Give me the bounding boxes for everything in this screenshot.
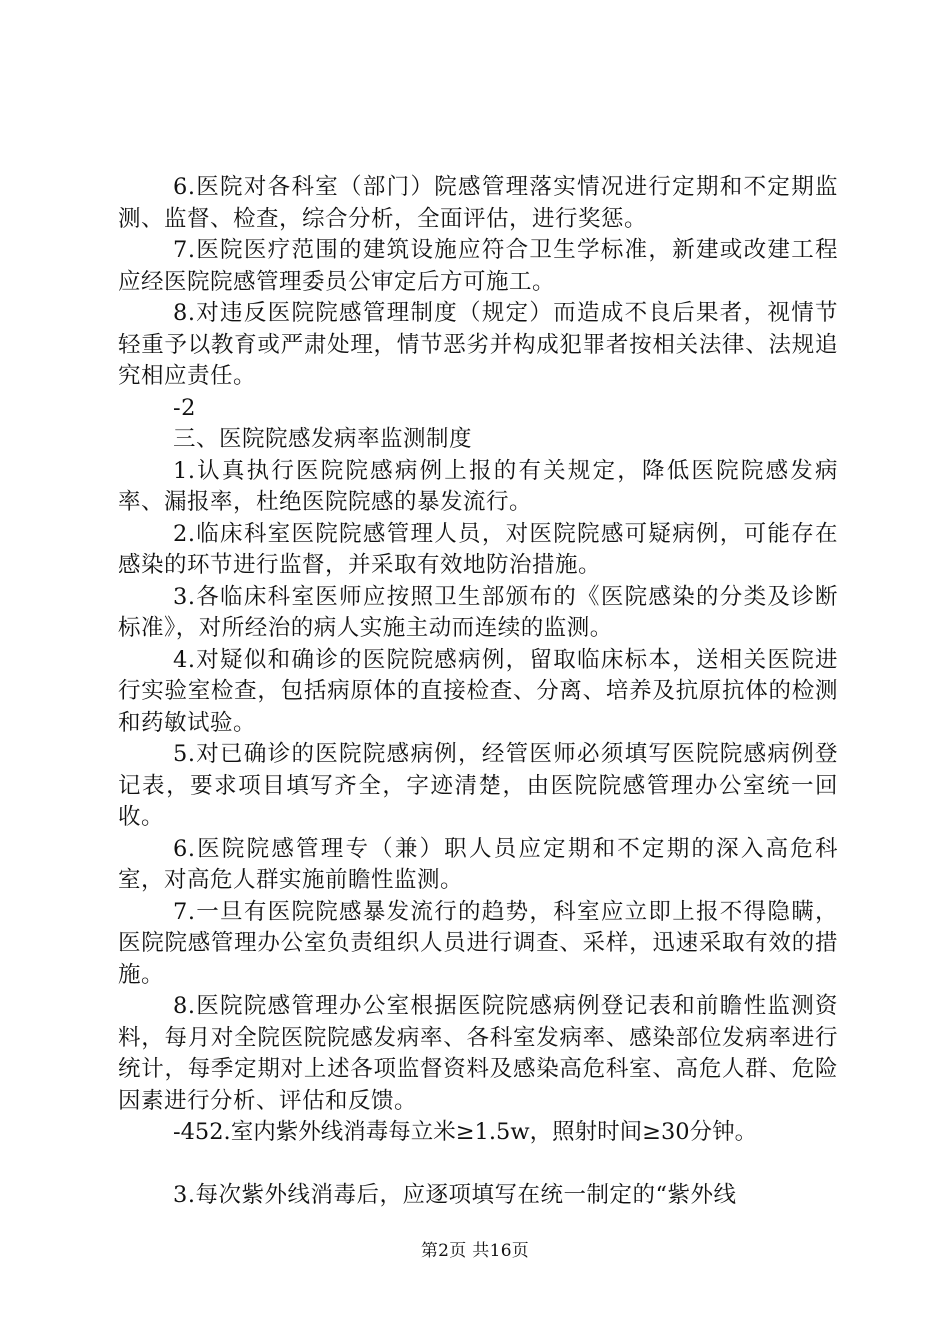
- paragraph: 6.医院对各科室（部门）院感管理落实情况进行定期和不定期监测、监督、检查，综合分析，全面评估，进行奖惩。: [118, 174, 838, 232]
- paragraph: 4.对疑似和确诊的医院院感病例，留取临床标本，送相关医院进行实验室检查，包括病原体的直接检查、分离、培养及抗原抗体的检测和药敏试验。: [118, 646, 838, 736]
- paragraph: 5.对已确诊的医院院感病例，经管医师必须填写医院院感病例登记表，要求项目填写齐全，字迹清楚，由医院院感管理办公室统一回收。: [118, 741, 838, 830]
- paragraph: 1.认真执行医院院感病例上报的有关规定，降低医院院感发病率、漏报率，杜绝医院院感的暴发流行。: [118, 457, 838, 515]
- page-footer: 第2页 共16页: [420, 1241, 530, 1261]
- paragraph: 3.各临床科室医师应按照卫生部颁布的《医院感染的分类及诊断标准》，对所经治的病人实施主动而连续的监测。: [118, 583, 838, 641]
- paragraph: 6.医院院感管理专（兼）职人员应定期和不定期的深入高危科室，对高危人群实施前瞻性监测。: [118, 835, 838, 893]
- paragraph: 2.临床科室医院院感管理人员，对医院院感可疑病例，可能存在感染的环节进行监督，并采取有效地防治措施。: [118, 520, 838, 578]
- paragraph: 8.医院院感管理办公室根据医院院感病例登记表和前瞻性监测资料，每月对全院医院院感发病率、各科室发病率、感染部位发病率进行统计，每季定期对上述各项监督资料及感染高危科室、高危人群、危险因素进行分析、评估和反馈。: [118, 993, 838, 1114]
- paragraph: 3.每次紫外线消毒后，应逐项填写在统一制定的“紫外线: [173, 1181, 737, 1208]
- paragraph: 7.一旦有医院院感暴发流行的趋势，科室应立即上报不得隐瞒，医院院感管理办公室负责组织人员进行调查、采样，迅速采取有效的措施。: [118, 898, 838, 988]
- paragraph: 7.医院医疗范围的建筑设施应符合卫生学标准，新建或改建工程应经医院院感管理委员公审定后方可施工。: [118, 237, 838, 295]
- section-heading: 三、医院院感发病率监测制度: [173, 426, 473, 452]
- page-marker-text: -2: [173, 394, 196, 421]
- paragraph: 8.对违反医院院感管理制度（规定）而造成不良后果者，视情节轻重予以教育或严肃处理，情节恶劣并构成犯罪者按相关法律、法规追究相应责任。: [118, 300, 838, 389]
- paragraph: -452.室内紫外线消毒每立米≥1.5w，照射时间≥30分钟。: [173, 1119, 758, 1145]
- document-body: [118, 172, 838, 1211]
